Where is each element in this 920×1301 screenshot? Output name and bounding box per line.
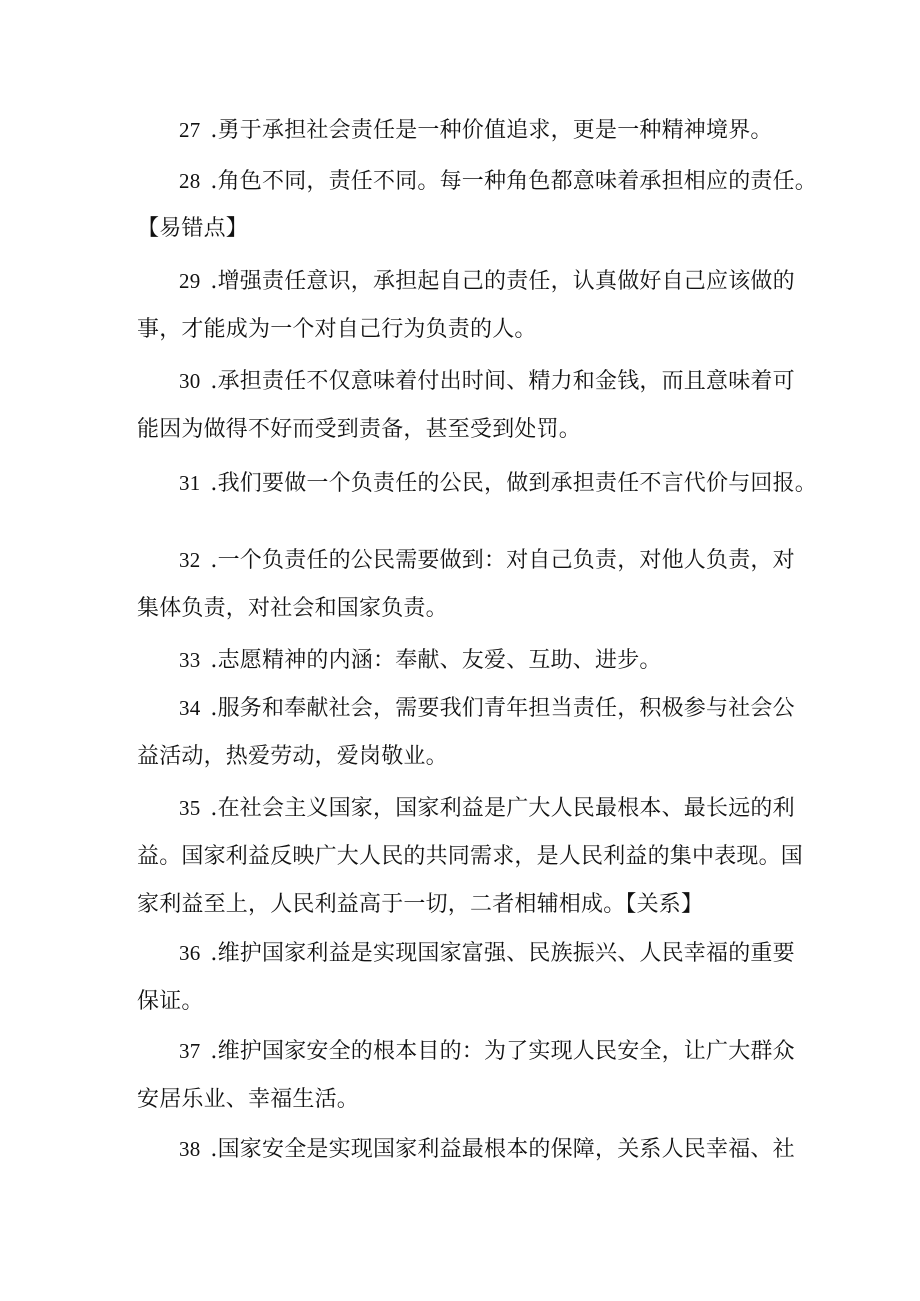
- item-35-line-3: 家利益至上，人民利益高于一切，二者相辅相成。【关系】: [137, 892, 704, 917]
- item-text: .承担责任不仅意味着付出时间、精力和金钱，而且意味着可: [210, 369, 795, 394]
- item-36-line-1: [179, 938, 829, 969]
- item-number: 31: [179, 471, 201, 495]
- item-31-line-1: [179, 468, 829, 499]
- item-text: .志愿精神的内涵：奉献、友爱、互助、进步。: [210, 648, 662, 673]
- item-text: .勇于承担社会责任是一种价值追求，更是一种精神境界。: [210, 118, 773, 143]
- item-27-line-1: [179, 115, 829, 146]
- item-number: 36: [179, 941, 201, 965]
- item-text: .在社会主义国家，国家利益是广大人民最根本、最长远的利: [210, 796, 795, 821]
- item-number: 33: [179, 648, 201, 672]
- item-text: .一个负责任的公民需要做到：对自己负责，对他人负责，对: [210, 548, 795, 573]
- item-34-line-1: [179, 693, 829, 724]
- item-number: 37: [179, 1039, 201, 1063]
- item-35-line-1: [179, 793, 829, 824]
- item-30-line-1: [179, 366, 829, 397]
- item-29-line-2: 事，才能成为一个对自己行为负责的人。: [137, 317, 537, 342]
- item-37-line-2: 安居乐业、幸福生活。: [137, 1087, 360, 1112]
- item-number: 30: [179, 369, 201, 393]
- item-text: .维护国家利益是实现国家富强、民族振兴、人民幸福的重要: [210, 941, 795, 966]
- item-text: .我们要做一个负责任的公民，做到承担责任不言代价与回报。: [210, 471, 818, 496]
- item-number: 32: [179, 548, 201, 572]
- item-36-line-2: 保证。: [137, 989, 204, 1014]
- item-number: 34: [179, 696, 201, 720]
- item-34-line-2: 益活动，热爱劳动，爱岗敬业。: [137, 744, 448, 769]
- item-text: .角色不同，责任不同。每一种角色都意味着承担相应的责任。: [210, 169, 818, 194]
- item-32-line-2: 集体负责，对社会和国家负责。: [137, 596, 448, 621]
- item-30-line-2: 能因为做得不好而受到责备，甚至受到处罚。: [137, 417, 582, 442]
- item-29-line-1: [179, 266, 829, 297]
- item-text: .服务和奉献社会，需要我们青年担当责任，积极参与社会公: [210, 696, 795, 721]
- item-text: .国家安全是实现国家利益最根本的保障，关系人民幸福、社: [210, 1137, 795, 1162]
- item-37-line-1: [179, 1036, 829, 1067]
- section-heading: 【易错点】: [137, 216, 249, 241]
- item-33-line-1: [179, 645, 829, 676]
- item-text: .维护国家安全的根本目的：为了实现人民安全，让广大群众: [210, 1039, 795, 1064]
- item-number: 38: [179, 1137, 201, 1161]
- item-number: 27: [179, 118, 201, 142]
- item-38-line-1: [179, 1134, 829, 1165]
- item-number: 28: [179, 169, 201, 193]
- item-text: .增强责任意识，承担起自己的责任，认真做好自己应该做的: [210, 269, 795, 294]
- item-32-line-1: [179, 545, 829, 576]
- item-35-line-2: 益。国家利益反映广大人民的共同需求，是人民利益的集中表现。国: [137, 844, 804, 869]
- item-number: 35: [179, 796, 201, 820]
- item-28-line-1: [179, 166, 829, 197]
- item-number: 29: [179, 269, 201, 293]
